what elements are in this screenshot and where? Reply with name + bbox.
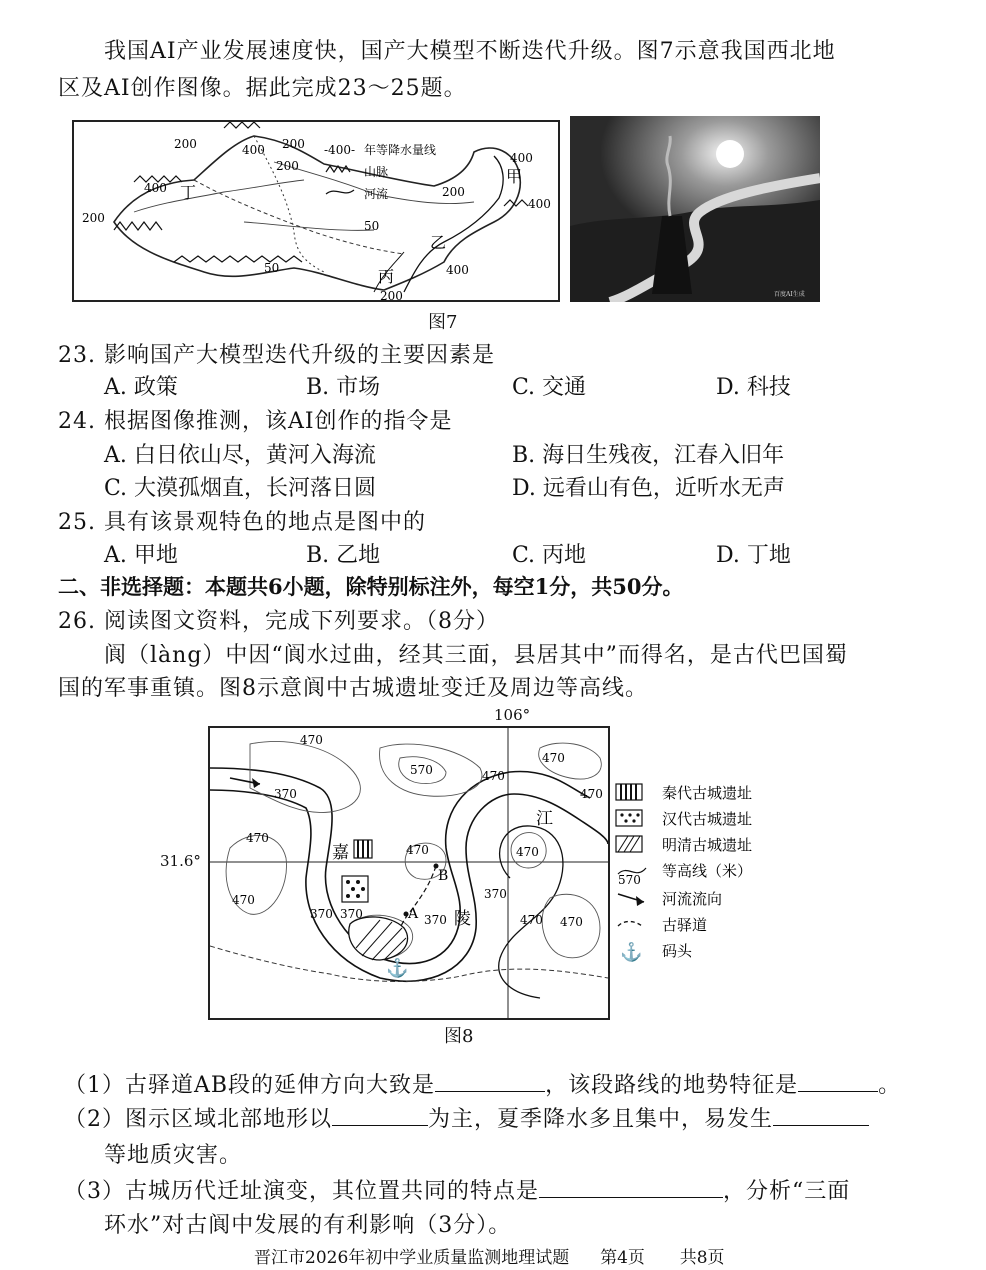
sq2-blank-2[interactable] [773,1105,869,1126]
legend-road-icon [618,922,642,927]
point-b-label: B [438,868,449,884]
isoline-label: 200 [276,159,299,173]
sq3-part-b: ，分析“三面 [723,1179,851,1204]
q24-option-d[interactable]: D. 远看山有色，近听水无声 [512,476,785,501]
q23-option-b[interactable]: B. 市场 [306,375,381,400]
q25-stem: 25. 具有该景观特色的地点是图中的 [58,510,426,535]
isoline-label: 400 [242,143,265,157]
sub-question-3 [64,1174,850,1205]
mountain-range [174,256,302,262]
contour-label: 370 [274,787,297,801]
q23-stem: 23. 影响国产大模型迭代升级的主要因素是 [58,343,495,368]
photo-watermark: 百度AI生成 [774,291,805,298]
q24-stem: 24. 根据图像推测，该AI创作的指令是 [58,409,453,434]
isoline-label: 400 [510,151,533,165]
q25-option-b[interactable]: B. 乙地 [306,543,381,568]
contour-label: 470 [246,831,269,845]
sq1-part-c: 。 [878,1073,902,1098]
isoline-label: 50 [364,219,380,233]
q23-option-c[interactable]: C. 交通 [512,375,587,400]
footer-page: 第4页 [600,1248,645,1268]
intro-line-1: 我国AI产业发展速度快，国产大模型不断迭代升级。图7示意我国西北地 [104,39,836,64]
legend-dock-label: 码头 [662,942,693,960]
label-ding: 丁 [180,183,197,202]
q25-option-c[interactable]: C. 丙地 [512,543,587,568]
figure7-caption: 图7 [428,312,458,333]
legend-svg [614,780,814,970]
q26-stem: 26. 阅读图文资料，完成下列要求。（8分） [58,609,499,634]
figure7-map-svg [74,122,558,300]
q25-option-d[interactable]: D. 丁地 [716,543,791,568]
contour-label: 370 [310,907,333,921]
isoline-label: 400 [446,263,469,277]
figure8-map-svg [210,728,608,1018]
section2-heading: 二、非选择题：本题共6小题，除特别标注外，每空1分，共50分。 [58,574,684,599]
legend-river: 河流 [364,187,389,201]
q24-option-a[interactable]: A. 白日依山尽，黄河入海流 [104,443,376,468]
sq2-part-a: （2）图示区域北部地形以 [64,1107,332,1132]
sq2-part-b: 为主，夏季降水多且集中，易发生 [428,1107,774,1132]
legend-qin-label: 秦代古城遗址 [662,784,753,802]
place-char-jia: 嘉 [332,843,349,863]
isoline-label: 400 [144,181,167,195]
q24-option-b[interactable]: B. 海日生残夜，江春入旧年 [512,443,785,468]
legend-isohyet: 年等降水量线 [364,143,437,157]
q25-option-a[interactable]: A. 甲地 [104,543,178,568]
place-char-ling: 陵 [454,909,471,929]
legend-qin-icon [616,784,642,800]
sq3-blank-1[interactable] [539,1177,723,1198]
q26-para-2: 国的军事重镇。图8示意阆中古城遗址变迁及周边等高线。 [58,676,648,701]
ai-generated-photo [570,116,820,302]
q26-para-1: 阆（làng）中因“阆水过曲，经其三面，县居其中”而得名，是古代巴国蜀 [104,643,848,668]
legend-dock-icon: ⚓ [620,942,643,963]
isohyet-line [244,222,374,230]
place-char-jiang: 江 [536,809,553,829]
legend-contour-value: 570 [618,873,641,887]
sq1-blank-1[interactable] [435,1071,545,1092]
contour-line [250,741,360,812]
legend-river-icon [326,190,354,194]
figure7-map [72,120,560,302]
sub-question-1 [64,1068,901,1099]
legend-han-icon [616,810,642,826]
legend-han-label: 汉代古城遗址 [662,810,753,828]
mountain-range [114,222,162,230]
dock-icon: ⚓ [386,958,409,979]
isoline-label: 200 [174,137,197,151]
sq2-blank-1[interactable] [332,1105,428,1126]
contour-label: 370 [484,887,507,901]
legend-flow-label: 河流流向 [662,890,723,908]
contour-label: 470 [520,913,543,927]
contour-label: 470 [300,733,323,747]
contour-label: 470 [406,843,429,857]
contour-label: 470 [560,915,583,929]
isoline-label: 200 [380,289,403,300]
sq1-part-a: （1）古驿道AB段的延伸方向大致是 [64,1073,436,1098]
footer [254,1243,725,1268]
legend-mingqing-label: 明清古城遗址 [662,836,753,854]
legend-road-label: 古驿道 [662,916,708,934]
footer-total: 共8页 [679,1248,725,1268]
sq1-blank-2[interactable] [798,1071,878,1092]
contour-label: 570 [410,763,433,777]
q23-option-d[interactable]: D. 科技 [716,375,791,400]
figure8-caption: 图8 [444,1026,474,1047]
isoline-label: 400 [528,197,551,211]
longitude-label: 106° [494,706,531,724]
contour-label: 470 [580,787,603,801]
figure8-map [208,726,610,1020]
mountain-range [224,122,260,128]
contour-label: 470 [482,769,505,783]
sub-question-2 [64,1102,869,1133]
ai-photo-svg [570,116,820,302]
isoline-label: 200 [82,211,105,225]
q23-option-a[interactable]: A. 政策 [104,375,178,400]
q24-option-c[interactable]: C. 大漠孤烟直，长河落日圆 [104,476,377,501]
isoline-label: 50 [264,261,280,275]
contour-label: 370 [340,907,363,921]
footer-title: 晋江市2026年初中学业质量监测地理试题 [254,1248,570,1268]
intro-line-2: 区及AI创作图像。据此完成23～25题。 [58,76,467,101]
figure8-legend [614,780,814,970]
sq3-part-a: （3）古城历代迁址演变，其位置共同的特点是 [64,1179,539,1204]
point-a-label: A [408,906,419,922]
legend-contour-label: 等高线（米） [662,862,753,880]
isoline-label: 200 [442,185,465,199]
contour-label: 470 [232,893,255,907]
sq2-part-c: 等地质灾害。 [104,1143,243,1168]
contour-label: 370 [424,913,447,927]
sun-icon [716,140,744,168]
sq1-part-b: ，该段路线的地势特征是 [545,1073,799,1098]
latitude-label: 31.6° [160,852,201,870]
legend-isohyet-value: -400- [324,143,356,157]
label-bing: 丙 [378,267,395,286]
contour-label: 470 [516,845,539,859]
label-jia: 甲 [506,167,523,186]
isoline-label: 200 [282,137,305,151]
legend-mountain: 山脉 [364,165,389,179]
contour-label: 470 [542,751,565,765]
label-yi: 乙 [430,233,447,252]
sq3-part-c: 环水”对古阆中发展的有利影响（3分）。 [104,1213,512,1238]
